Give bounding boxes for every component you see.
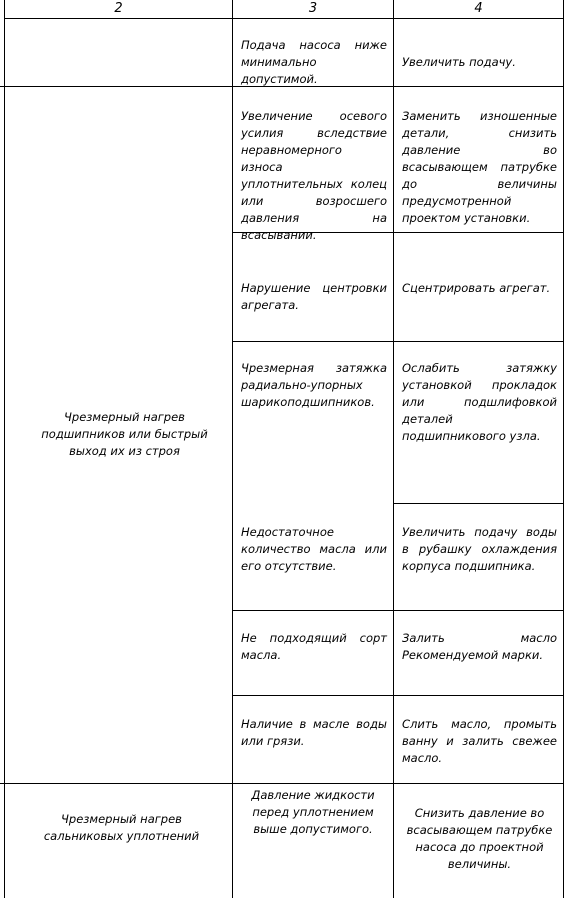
cause-cell: Увеличение осевого усилия вследствие неравномерного износа уплотнительных колец или возросшего давления на всасывании. xyxy=(241,109,387,242)
grid-vline-left xyxy=(4,0,5,898)
remedy-cell: Увеличить подачу воды в рубашку охлаждения корпуса подшипника. xyxy=(402,525,557,573)
remedy-cell: Слить масло, промыть ванну и залить свежее масло. xyxy=(402,717,557,765)
malfunction-text: Чрезмерный нагрев подшипников или быстрый выход их из строя xyxy=(41,410,208,458)
grid-hline-row3 xyxy=(232,341,564,342)
cause-cell: Подача насоса ниже минимально допустимой. xyxy=(241,38,387,86)
remedy-cell: Заменить изношенные детали, снизить давление во всасывающем патрубке до величины предусмотренной проектом установки. xyxy=(402,109,557,225)
cause-cell: Нарушение центровки агрегата. xyxy=(241,281,387,312)
column-header-2: 2 xyxy=(114,1,123,16)
remedy-cell: Увеличить подачу. xyxy=(402,55,516,69)
grid-vline-right xyxy=(563,0,564,898)
remedy-cell: Залить масло Рекомендуемой марки. xyxy=(402,631,557,662)
cause-cell: Давление жидкости перед уплотнением выше допустимого. xyxy=(251,788,375,836)
cause-cell: Не подходящий сорт масла. xyxy=(241,631,387,662)
cause-cell: Чрезмерная затяжка радиально-упорных шарикоподшипников. xyxy=(241,361,387,409)
column-header-4: 4 xyxy=(474,1,483,16)
grid-vline-col4 xyxy=(393,0,394,898)
grid-hline-header xyxy=(4,18,564,19)
cause-cell: Недостаточное количество масла или его отсутствие. xyxy=(241,525,387,573)
malfunction-cell-bearings xyxy=(22,86,227,783)
grid-vline-col3 xyxy=(232,0,233,898)
remedy-cell: Ослабить затяжку установкой прокладок или подшлифовкой деталей подшипникового узла. xyxy=(402,361,557,443)
remedy-cell: Сцентрировать агрегат. xyxy=(402,281,551,295)
cause-cell: Наличие в масле воды или грязи. xyxy=(241,717,387,748)
grid-hline-row6 xyxy=(232,695,564,696)
malfunction-cell-seals xyxy=(14,783,229,873)
grid-hline-row7 xyxy=(232,783,564,784)
remedy-cell: Снизить давление во всасывающем патрубке насоса до проектной величины. xyxy=(406,806,553,871)
column-header-3: 3 xyxy=(308,1,318,16)
grid-hline-row4 xyxy=(393,503,564,504)
grid-hline-row5 xyxy=(232,610,564,611)
malfunction-text: Чрезмерный нагрев сальниковых уплотнений xyxy=(43,812,200,843)
